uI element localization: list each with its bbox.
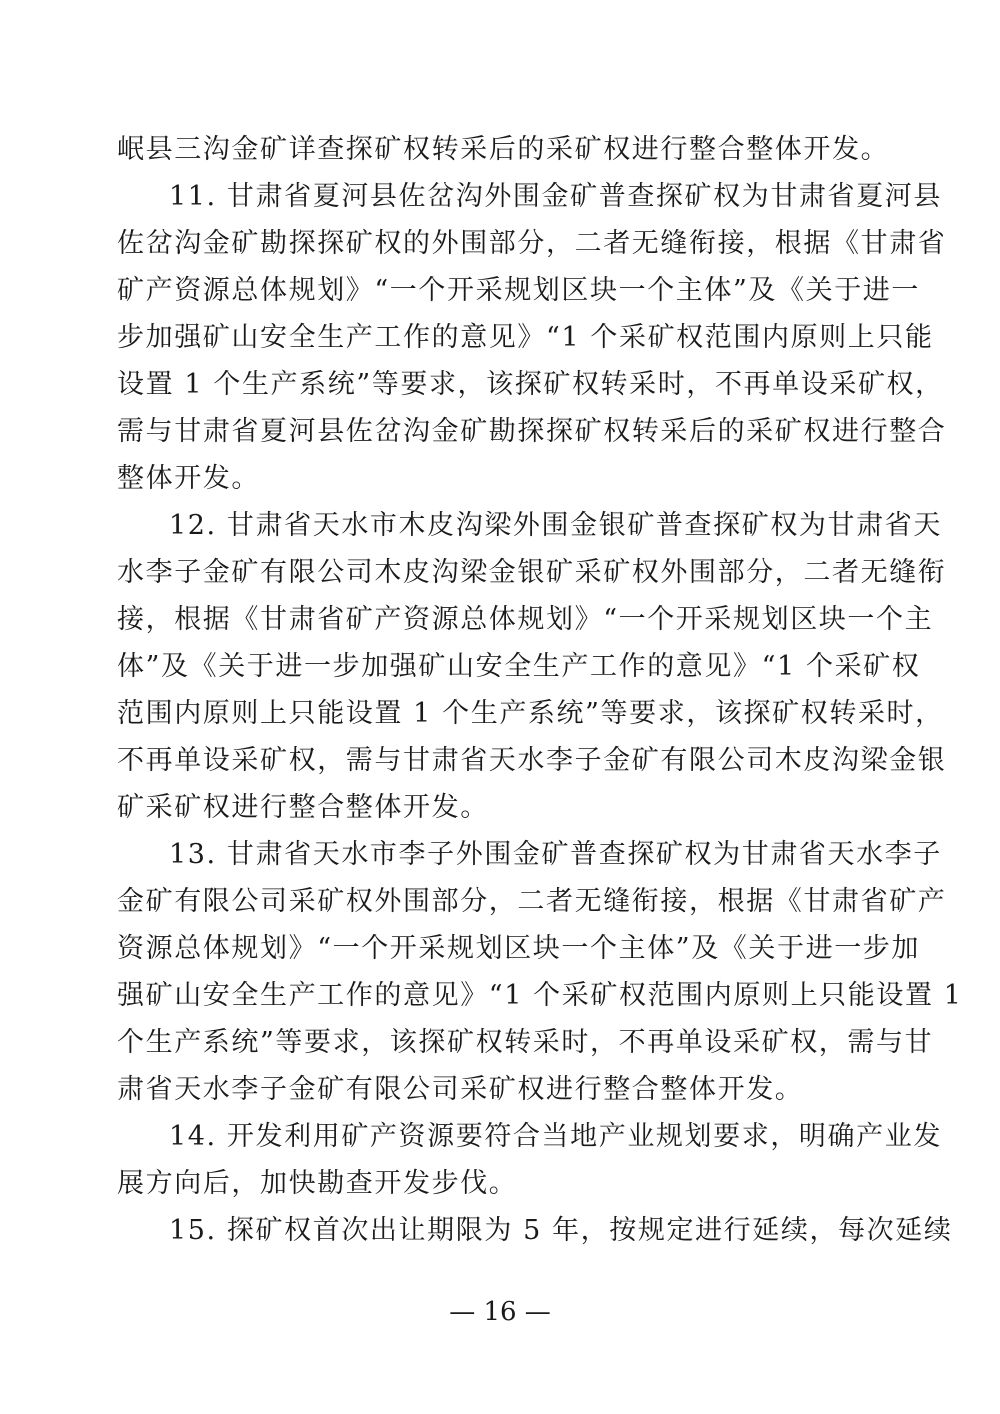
text-line: 金矿有限公司采矿权外围部分，二者无缝衔接，根据《甘肃省矿产 [117, 886, 947, 917]
text-line: 矿产资源总体规划》“一个开采规划区块一个主体”及《关于进一 [117, 275, 921, 306]
item-15-line: 15. 探矿权首次出让期限为 5 年，按规定进行延续，每次延续 [169, 1215, 953, 1246]
text-line: 水李子金矿有限公司木皮沟梁金银矿采矿权外围部分，二者无缝衔 [117, 557, 947, 588]
text-line: 不再单设采矿权，需与甘肃省天水李子金矿有限公司木皮沟梁金银 [117, 745, 947, 776]
item-12-line: 12. 甘肃省天水市木皮沟梁外围金银矿普查探矿权为甘肃省天 [169, 510, 942, 541]
text-line: 肃省天水李子金矿有限公司采矿权进行整合整体开发。 [117, 1074, 804, 1105]
text-line: 整体开发。 [117, 463, 260, 494]
text-line: 体”及《关于进一步加强矿山安全生产工作的意见》“1 个采矿权 [117, 651, 921, 682]
text-line: 岷县三沟金矿详查探矿权转采后的采矿权进行整合整体开发。 [117, 134, 890, 165]
text-line: 矿采矿权进行整合整体开发。 [117, 792, 489, 823]
text-line: 强矿山安全生产工作的意见》“1 个采矿权范围内原则上只能设置 1 [117, 980, 963, 1011]
text-line: 接，根据《甘肃省矿产资源总体规划》“一个开采规划区块一个主 [117, 604, 934, 635]
text-line: 范围内原则上只能设置 1 个生产系统”等要求，该探矿权转采时， [117, 698, 944, 729]
text-line: 佐岔沟金矿勘探探矿权的外围部分，二者无缝衔接，根据《甘肃省 [117, 228, 947, 259]
item-13-line: 13. 甘肃省天水市李子外围金矿普查探矿权为甘肃省天水李子 [169, 839, 942, 870]
text-line: 步加强矿山安全生产工作的意见》“1 个采矿权范围内原则上只能 [117, 322, 934, 353]
text-line: 个生产系统”等要求，该探矿权转采时，不再单设采矿权，需与甘 [117, 1027, 934, 1058]
text-line: 需与甘肃省夏河县佐岔沟金矿勘探探矿权转采后的采矿权进行整合 [117, 416, 947, 447]
item-11-line: 11. 甘肃省夏河县佐岔沟外围金矿普查探矿权为甘肃省夏河县 [169, 181, 942, 212]
page-number: — 16 — [449, 1297, 551, 1327]
text-line: 展方向后，加快勘查开发步伐。 [117, 1168, 518, 1199]
text-line: 设置 1 个生产系统”等要求，该探矿权转采时，不再单设采矿权， [117, 369, 944, 400]
item-14-line: 14. 开发利用矿产资源要符合当地产业规划要求，明确产业发 [169, 1121, 942, 1152]
text-line: 资源总体规划》“一个开采规划区块一个主体”及《关于进一步加 [117, 933, 921, 964]
